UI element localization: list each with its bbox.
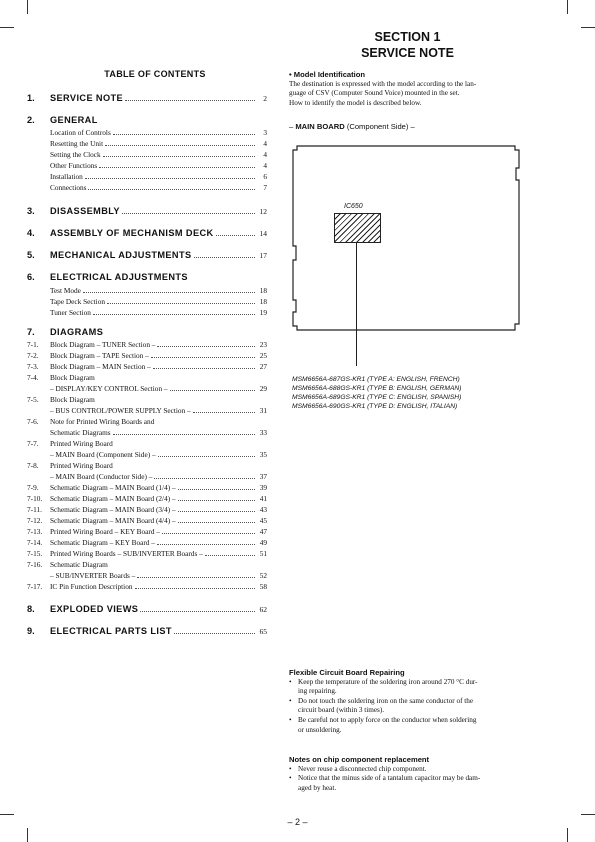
toc-entry-label: Schematic Diagram – MAIN Board (2/4) – — [50, 494, 176, 503]
toc-leader-dots — [158, 456, 255, 457]
toc-entry-label: SERVICE NOTE — [50, 93, 124, 103]
toc-entry-label: Schematic Diagram – MAIN Board (1/4) – — [50, 483, 176, 492]
toc-page-number: 65 — [259, 627, 267, 636]
toc-leader-dots — [216, 235, 255, 236]
toc-entry-label: Block Diagram – TUNER Section – — [50, 340, 156, 349]
crop-mark — [581, 27, 595, 28]
toc-entry-number: 7-3. — [27, 362, 39, 371]
toc-entry-label: – SUB/INVERTER Boards – — [50, 571, 136, 580]
toc-entry-label: – MAIN Board (Component Side) – — [50, 450, 156, 459]
bullet-text: circuit board (within 3 times). — [298, 706, 385, 715]
toc-page-number: 4 — [263, 150, 267, 159]
toc-page-number: 49 — [259, 538, 267, 547]
toc-page-number: 12 — [259, 207, 267, 216]
toc-leader-dots — [99, 167, 255, 168]
toc-entry-number: 7-8. — [27, 461, 39, 470]
toc-section-entry — [27, 327, 267, 337]
toc-page-number: 33 — [259, 428, 267, 437]
toc-entry-label: Printed Wiring Board — [50, 461, 113, 470]
toc-leader-dots — [125, 100, 255, 101]
flex-bullet: • Be careful not to apply force on the conductor when soldering or unsoldering. — [289, 715, 477, 734]
main-board-outline — [289, 142, 523, 335]
toc-entry-label: ELECTRICAL ADJUSTMENTS — [50, 272, 188, 282]
toc-entry-number: 5. — [27, 250, 35, 260]
toc-entry — [27, 582, 267, 591]
crop-mark — [0, 27, 14, 28]
caption-rest: (Component Side) – — [344, 122, 415, 131]
toc-heading: TABLE OF CONTENTS — [104, 69, 206, 79]
toc-entry — [27, 483, 267, 492]
toc-entry-label: – BUS CONTROL/POWER SUPPLY Section – — [50, 406, 191, 415]
toc-entry-number: 7-2. — [27, 351, 39, 360]
toc-entry — [27, 571, 267, 580]
toc-page-number: 52 — [259, 571, 267, 580]
toc-page-number: 31 — [259, 406, 267, 415]
model-id-heading: • Model Identification — [289, 70, 366, 79]
toc-leader-dots — [170, 390, 255, 391]
toc-entry — [27, 308, 267, 317]
chip-bullet: • Notice that the minus side of a tantalum capacitor may be dam- aged by heat. — [289, 774, 481, 792]
toc-page-number: 51 — [259, 549, 267, 558]
model-id-line: The destination is expressed with the model according to the lan- — [289, 79, 477, 88]
ic650-leader-line — [356, 242, 357, 366]
toc-entry — [27, 128, 267, 137]
toc-section-entry — [27, 93, 267, 103]
flex-board-notes — [289, 668, 539, 735]
toc-page-number: 39 — [259, 483, 267, 492]
model-type-b: MSM6656A-688GS-KR1 (TYPE B: ENGLISH, GERMAN) — [292, 385, 462, 392]
toc-page-number: 47 — [259, 527, 267, 536]
toc-leader-dots — [154, 478, 255, 479]
toc-page-number: 25 — [259, 351, 267, 360]
crop-mark — [581, 814, 595, 815]
toc-entry — [27, 472, 267, 481]
toc-section-entry — [27, 272, 267, 282]
toc-section-entry — [27, 626, 267, 636]
toc-page-number: 2 — [263, 94, 267, 103]
toc-entry — [27, 139, 267, 148]
toc-entry-label: Other Functions — [50, 161, 98, 170]
toc-leader-dots — [174, 633, 255, 634]
toc-entry-label: Installation — [50, 172, 83, 181]
toc-leader-dots — [194, 257, 255, 258]
chip-notes — [289, 755, 539, 793]
toc-entry-label: EXPLODED VIEWS — [50, 604, 139, 614]
chip-bullet: • Never reuse a disconnected chip component. — [289, 764, 427, 773]
toc-entry-label: Schematic Diagram – MAIN Board (4/4) – — [50, 516, 176, 525]
toc-entry-number: 7. — [27, 327, 35, 337]
crop-mark — [567, 828, 568, 842]
toc-leader-dots — [162, 533, 255, 534]
caption-bold: MAIN BOARD — [295, 122, 345, 131]
toc-leader-dots — [85, 178, 255, 179]
toc-page-number: 4 — [263, 161, 267, 170]
toc-entry — [27, 373, 267, 382]
main-board-caption — [289, 122, 415, 131]
bullet-text: Notice that the minus side of a tantalum capacitor may be dam- — [298, 774, 481, 783]
model-identification — [289, 70, 539, 108]
toc-entry — [27, 286, 267, 295]
model-id-line: guage of CSV (Computer Sound Voice) mounted in the set. — [289, 89, 460, 98]
toc-entry — [27, 340, 267, 349]
toc-leader-dots — [122, 213, 255, 214]
toc-entry-number: 1. — [27, 93, 35, 103]
toc-entry — [27, 516, 267, 525]
toc-entry — [27, 384, 267, 393]
bullet-text: ing repairing. — [298, 687, 337, 696]
toc-entry-label: GENERAL — [50, 115, 98, 125]
toc-entry-label: Location of Controls — [50, 128, 111, 137]
toc-entry — [27, 172, 267, 181]
toc-entry — [27, 406, 267, 415]
toc-leader-dots — [103, 156, 255, 157]
toc-entry-label: Printed Wiring Board – KEY Board – — [50, 527, 160, 536]
toc-page-number: 18 — [259, 297, 267, 306]
section-title: SERVICE NOTE — [361, 46, 454, 60]
toc-leader-dots — [83, 292, 255, 293]
toc-section-entry — [27, 604, 267, 614]
crop-mark — [27, 828, 28, 842]
toc-entry-number: 7-5. — [27, 395, 39, 404]
bullet-text: Be careful not to apply force on the conductor when soldering — [298, 715, 477, 724]
toc-entry-number: 7-12. — [27, 516, 43, 525]
toc-entry — [27, 150, 267, 159]
toc-entry-number: 7-10. — [27, 494, 43, 503]
crop-mark — [567, 0, 568, 14]
toc-leader-dots — [88, 189, 255, 190]
toc-page-number: 19 — [259, 308, 267, 317]
toc-page-number: 27 — [259, 362, 267, 371]
bullet-text: Keep the temperature of the soldering iron around 270 °C dur- — [298, 677, 478, 686]
toc-entry-number: 7-1. — [27, 340, 39, 349]
toc-entry-label: Block Diagram – MAIN Section – — [50, 362, 151, 371]
toc-page-number: 41 — [259, 494, 267, 503]
toc-entry-number: 7-4. — [27, 373, 39, 382]
toc-entry-label: Block Diagram — [50, 373, 95, 382]
toc-leader-dots — [157, 346, 255, 347]
toc-page-number: 4 — [263, 139, 267, 148]
model-type-c: MSM6656A-689GS-KR1 (TYPE C: ENGLISH, SPANISH) — [292, 394, 462, 401]
model-type-a: MSM6656A-687GS-KR1 (TYPE A: ENGLISH, FRENCH) — [292, 376, 460, 383]
toc-leader-dots — [140, 611, 255, 612]
toc-page-number: 35 — [259, 450, 267, 459]
toc-page-number: 6 — [263, 172, 267, 181]
toc-entry — [27, 362, 267, 371]
toc-page-number: 37 — [259, 472, 267, 481]
toc-entry — [27, 428, 267, 437]
toc-entry — [27, 161, 267, 170]
toc-page-number: 14 — [259, 229, 267, 238]
toc-entry-number: 3. — [27, 206, 35, 216]
toc-entry-label: Test Mode — [50, 286, 81, 295]
toc-entry — [27, 351, 267, 360]
toc-entry-label: Block Diagram – TAPE Section – — [50, 351, 149, 360]
chip-heading: Notes on chip component replacement — [289, 755, 430, 764]
toc-entry-number: 9. — [27, 626, 35, 636]
toc-leader-dots — [137, 577, 255, 578]
toc-leader-dots — [178, 489, 255, 490]
toc-page-number: 3 — [263, 128, 267, 137]
toc-entry — [27, 183, 267, 192]
toc-entry — [27, 439, 267, 448]
toc-entry-label: Resetting the Unit — [50, 139, 104, 148]
toc-entry — [27, 461, 267, 470]
bullet-text: or unsoldering. — [298, 725, 342, 734]
bullet-text: aged by heat. — [298, 783, 337, 792]
toc-entry-label: – MAIN Board (Conductor Side) – — [50, 472, 153, 481]
toc-entry-label: Connections — [50, 183, 87, 192]
toc-entry-number: 7-15. — [27, 549, 43, 558]
toc-section-entry — [27, 250, 267, 260]
toc-entry-label: DISASSEMBLY — [50, 206, 120, 216]
toc-page-number: 7 — [263, 183, 267, 192]
toc-leader-dots — [105, 145, 255, 146]
section-number: SECTION 1 — [374, 30, 441, 44]
toc-leader-dots — [135, 588, 256, 589]
toc-entry-label: Tuner Section — [50, 308, 91, 317]
toc-entry — [27, 560, 267, 569]
toc-entry — [27, 494, 267, 503]
toc-leader-dots — [151, 357, 255, 358]
ic650-chip — [334, 213, 381, 243]
toc-entry-label: ELECTRICAL PARTS LIST — [50, 626, 172, 636]
toc-leader-dots — [157, 544, 255, 545]
toc-page-number: 18 — [259, 286, 267, 295]
toc-leader-dots — [113, 434, 255, 435]
toc-entry-label: Tape Deck Section — [50, 297, 106, 306]
model-list — [292, 375, 461, 411]
toc-entry-number: 8. — [27, 604, 35, 614]
toc-entry — [27, 538, 267, 547]
toc-page-number: 17 — [259, 251, 267, 260]
bullet-text: Do not touch the soldering iron on the same conductor of the — [298, 696, 474, 705]
crop-mark — [27, 0, 28, 14]
toc-leader-dots — [205, 555, 255, 556]
toc-entry-label: Block Diagram — [50, 395, 95, 404]
toc-entry-label: Schematic Diagrams — [50, 428, 111, 437]
toc-entry-label: ASSEMBLY OF MECHANISM DECK — [50, 228, 214, 238]
toc-section-entry — [27, 206, 267, 216]
toc-entry — [27, 505, 267, 514]
toc-entry-number: 2. — [27, 115, 35, 125]
toc-entry-label: DIAGRAMS — [50, 327, 104, 337]
toc-entry-number: 7-16. — [27, 560, 43, 569]
toc-entry-label: IC Pin Function Description — [50, 582, 133, 591]
crop-mark — [0, 814, 14, 815]
ic650-label: IC650 — [344, 203, 363, 210]
toc-leader-dots — [178, 522, 255, 523]
toc-page-number: 23 — [259, 340, 267, 349]
toc-entry-label: Note for Printed Wiring Boards and — [50, 417, 155, 426]
toc-entry-number: 6. — [27, 272, 35, 282]
model-type-d: MSM6656A-690GS-KR1 (TYPE D: ENGLISH, ITALIAN) — [292, 403, 458, 410]
toc-entry-number: 7-17. — [27, 582, 43, 591]
toc-leader-dots — [113, 134, 255, 135]
toc-page-number: 43 — [259, 505, 267, 514]
toc-entry — [27, 549, 267, 558]
toc-entry-number: 4. — [27, 228, 35, 238]
toc-entry-label: Printed Wiring Boards – SUB/INVERTER Boards – — [50, 549, 203, 558]
toc-entry-number: 7-7. — [27, 439, 39, 448]
toc-entry-number: 7-14. — [27, 538, 43, 547]
toc-entry-label: Schematic Diagram — [50, 560, 108, 569]
toc-leader-dots — [178, 511, 255, 512]
toc-entry — [27, 450, 267, 459]
flex-bullet: • Do not touch the soldering iron on the same conductor of the circuit board (within 3 times). — [289, 696, 474, 715]
toc-leader-dots — [178, 500, 255, 501]
toc-entry-number: 7-11. — [27, 505, 42, 514]
toc-leader-dots — [153, 368, 255, 369]
toc-entry-label: Setting the Clock — [50, 150, 101, 159]
toc-section-entry — [27, 115, 267, 125]
toc-page-number: 58 — [259, 582, 267, 591]
toc-leader-dots — [107, 303, 255, 304]
caption-prefix: – — [289, 122, 296, 131]
toc-leader-dots — [193, 412, 255, 413]
toc-page-number: 62 — [259, 605, 267, 614]
toc-page-number: 45 — [259, 516, 267, 525]
toc-entry-number: 7-9. — [27, 483, 39, 492]
toc-page-number: 29 — [259, 384, 267, 393]
flex-heading: Flexible Circuit Board Repairing — [289, 668, 405, 677]
toc-entry-label: Schematic Diagram – KEY Board – — [50, 538, 155, 547]
toc-entry — [27, 297, 267, 306]
toc-entry — [27, 527, 267, 536]
model-id-line: How to identify the model is described below. — [289, 98, 422, 107]
toc-entry-label: Schematic Diagram – MAIN Board (3/4) – — [50, 505, 176, 514]
page-number: – 2 – — [287, 817, 308, 827]
toc-section-entry — [27, 228, 267, 238]
toc-entry-number: 7-6. — [27, 417, 39, 426]
toc-entry-number: 7-13. — [27, 527, 43, 536]
toc-entry-label: – DISPLAY/KEY CONTROL Section – — [50, 384, 168, 393]
flex-bullet: • Keep the temperature of the soldering iron around 270 °C dur- ing repairing. — [289, 677, 478, 696]
toc-entry — [27, 395, 267, 404]
toc-entry — [27, 417, 267, 426]
bullet-text: Never reuse a disconnected chip component. — [298, 764, 427, 773]
toc-entry-label: MECHANICAL ADJUSTMENTS — [50, 250, 192, 260]
toc-entry-label: Printed Wiring Board — [50, 439, 113, 448]
toc-leader-dots — [93, 314, 255, 315]
